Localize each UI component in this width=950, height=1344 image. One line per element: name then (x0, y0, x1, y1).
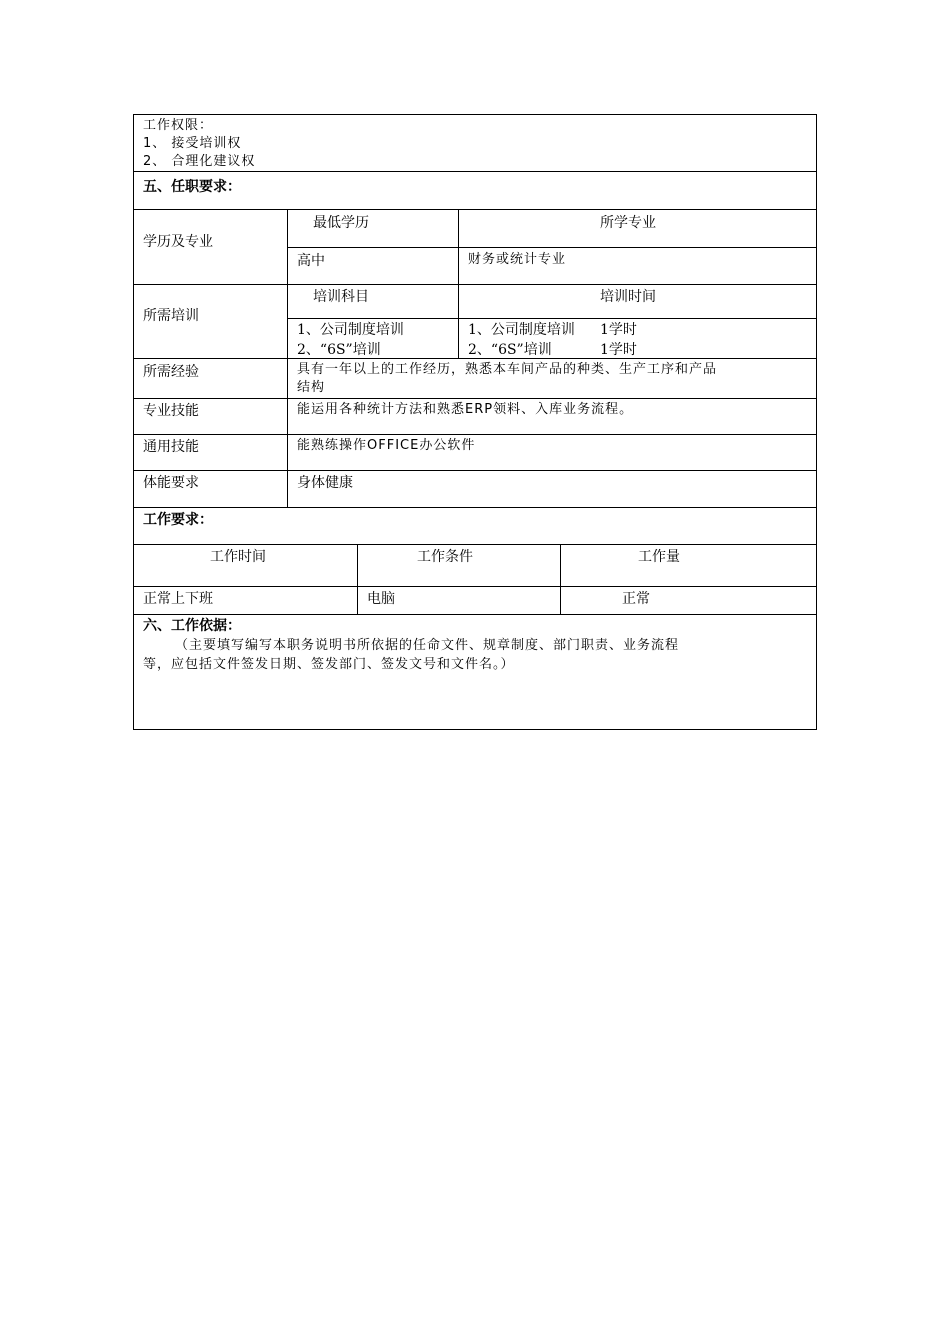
divider (287, 209, 288, 507)
divider (458, 209, 459, 358)
physical-label: 体能要求 (143, 475, 199, 491)
education-label: 学历及专业 (143, 234, 213, 250)
training-label: 所需培训 (143, 308, 199, 324)
experience-value: 具有一年以上的工作经历，熟悉本车间产品的种类、生产工序和产品 (297, 362, 718, 377)
divider (133, 434, 817, 435)
divider (133, 171, 817, 172)
training-time: 1学时 (600, 322, 637, 338)
section-6-note: （主要填写编写本职务说明书所依据的任命文件、规章制度、部门职责、业务流程 (175, 638, 680, 653)
divider (133, 470, 817, 471)
divider (133, 507, 817, 508)
experience-value: 结构 (297, 380, 326, 395)
divider (133, 284, 817, 285)
divider (133, 209, 817, 210)
section-6-heading: 六、工作依据： (143, 618, 241, 634)
general-skills-label: 通用技能 (143, 439, 199, 455)
training-col1-header: 培训科目 (313, 289, 369, 305)
general-skills-value: 能熟练操作OFFICE办公软件 (297, 438, 476, 453)
education-col2-header: 所学专业 (600, 215, 656, 231)
authority-heading: 工作权限： (143, 118, 214, 133)
professional-skills-value: 能运用各种统计方法和熟悉ERP领料、入库业务流程。 (297, 402, 634, 417)
education-col2-value: 财务或统计专业 (468, 252, 567, 267)
training-time-subject: 2、“6S”培训 (468, 342, 552, 358)
education-col1-value: 高中 (297, 253, 325, 269)
authority-item: 1、 接受培训权 (143, 136, 242, 151)
work-requirements-heading: 工作要求： (143, 512, 213, 528)
section-6-note: 等，应包括文件签发日期、签发部门、签发文号和文件名。） (143, 657, 515, 672)
professional-skills-label: 专业技能 (143, 403, 199, 419)
work-load-value: 正常 (622, 591, 650, 607)
education-col1-header: 最低学历 (313, 215, 369, 231)
training-time-subject: 1、公司制度培训 (468, 322, 575, 338)
work-time-value: 正常上下班 (143, 591, 213, 607)
divider (560, 544, 561, 614)
authority-item: 2、 合理化建议权 (143, 154, 256, 169)
training-col2-header: 培训时间 (600, 289, 656, 305)
divider (287, 318, 817, 319)
divider (133, 398, 817, 399)
divider (287, 247, 817, 248)
divider (133, 586, 817, 587)
work-condition-header: 工作条件 (417, 549, 473, 565)
section-5-heading: 五、任职要求： (143, 179, 241, 195)
divider (133, 614, 817, 615)
work-time-header: 工作时间 (210, 549, 266, 565)
training-subject: 2、“6S”培训 (297, 342, 381, 358)
experience-label: 所需经验 (143, 364, 199, 380)
work-condition-value: 电脑 (367, 591, 395, 607)
divider (133, 544, 817, 545)
physical-value: 身体健康 (297, 475, 353, 491)
training-time: 1学时 (600, 342, 637, 358)
training-subject: 1、公司制度培训 (297, 322, 404, 338)
work-load-header: 工作量 (638, 549, 680, 565)
divider (357, 544, 358, 614)
